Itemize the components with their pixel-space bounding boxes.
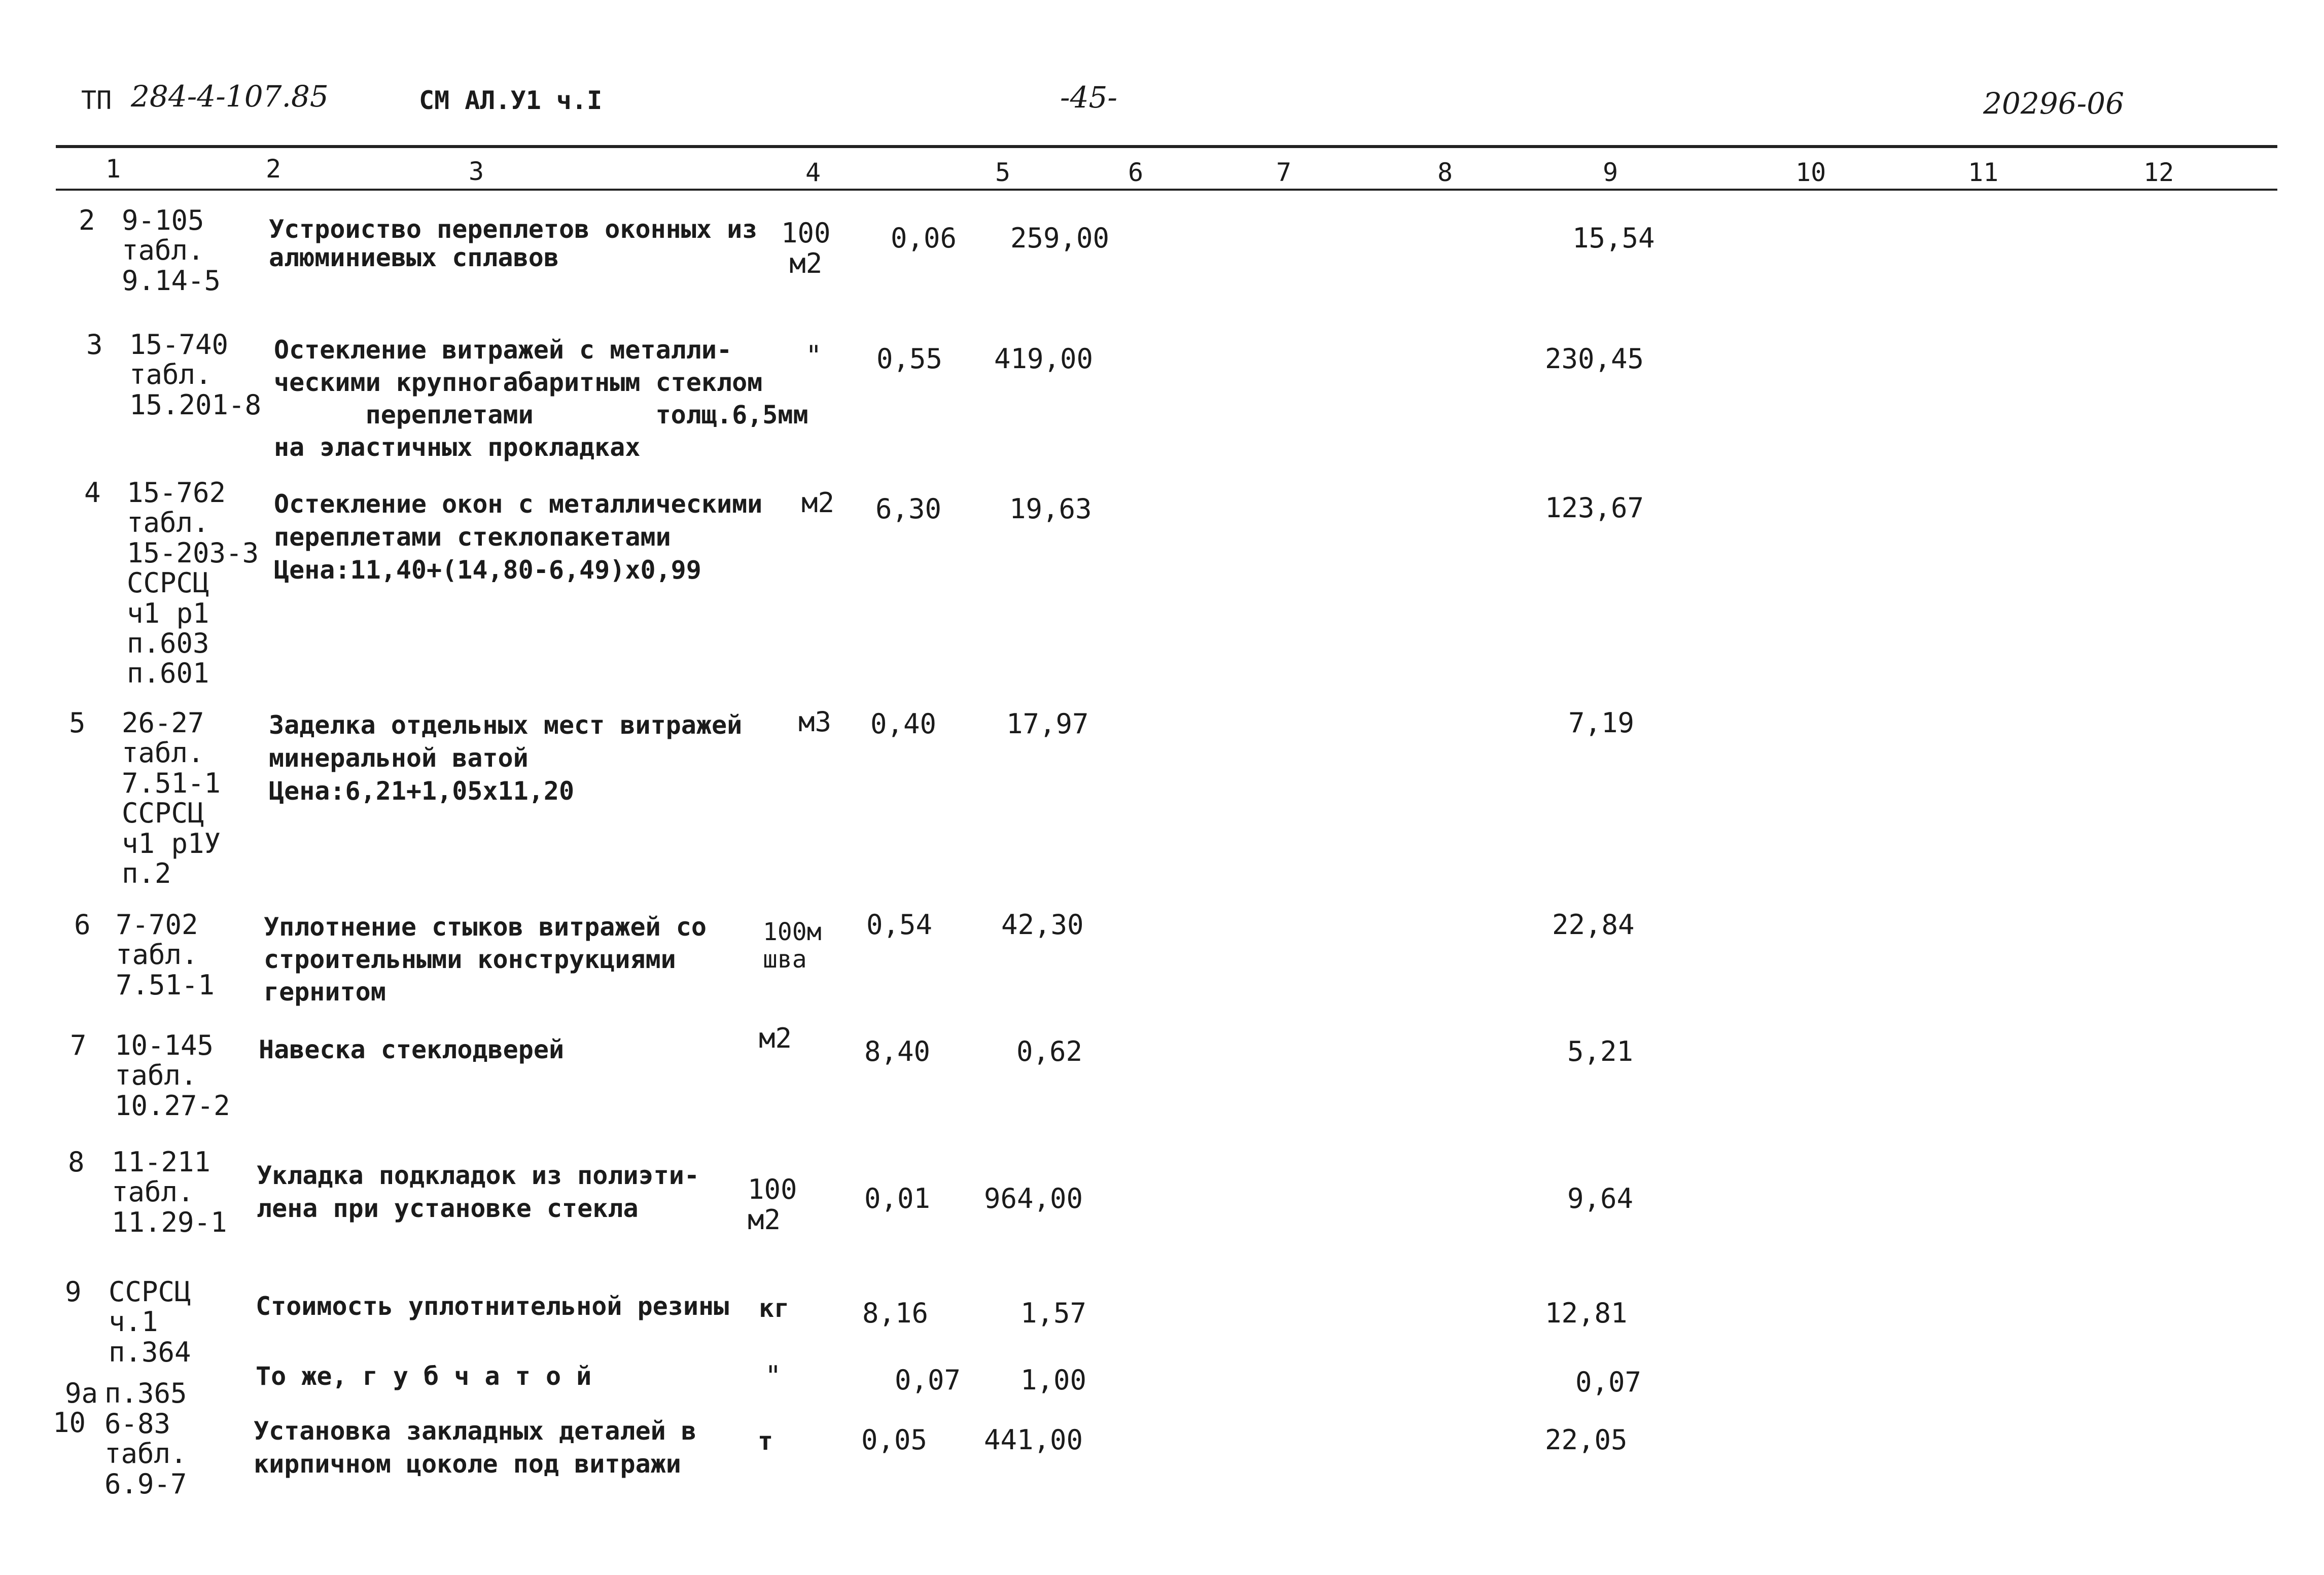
total-cost: 7,19	[1568, 707, 1635, 739]
column-number-11: 11	[1968, 158, 1999, 187]
document-code: 20296-06	[1983, 86, 2124, 121]
quantity: 0,40	[870, 708, 937, 740]
rate-code: 6-83 табл. 6.9-7	[104, 1408, 187, 1500]
rate-code: 15-740 табл. 15.201-8	[129, 329, 262, 421]
unit-price: 19,63	[1009, 493, 1092, 525]
rate-code: п.365	[104, 1377, 187, 1409]
unit: м2	[759, 1022, 792, 1054]
work-description: Укладка подкладок из полиэти- лена при установке стекла	[257, 1161, 699, 1223]
total-cost: 5,21	[1567, 1035, 1634, 1067]
quantity: 0,54	[866, 909, 933, 941]
total-cost: 15,54	[1572, 222, 1655, 254]
work-description: Остекление витражей с металли- ческими крупногабаритным стеклом переплетами толщ.6,5мм на эластичных прокладках	[274, 335, 808, 462]
unit-price: 419,00	[994, 343, 1094, 375]
row-number: 3	[86, 329, 103, 361]
rate-code: ССРСЦ ч.1 п.364	[109, 1276, 191, 1368]
column-number-9: 9	[1603, 158, 1618, 187]
unit-price: 964,00	[984, 1183, 1083, 1214]
column-number-6: 6	[1128, 158, 1144, 187]
quantity: 0,06	[891, 222, 957, 254]
quantity: 0,07	[895, 1364, 961, 1396]
total-cost: 9,64	[1567, 1183, 1634, 1214]
column-number-10: 10	[1795, 158, 1826, 187]
work-description: Установка закладных деталей в кирпичном цоколе под витражи	[254, 1416, 696, 1479]
unit-price: 17,97	[1006, 708, 1089, 740]
total-cost: 0,07	[1575, 1366, 1642, 1398]
row-number: 9	[65, 1276, 82, 1308]
unit: т	[758, 1426, 773, 1456]
row-number: 6	[74, 909, 91, 941]
page-number: -45-	[1060, 80, 1117, 115]
row-number: 10	[53, 1407, 86, 1439]
header-bottom-rule	[56, 189, 2277, 191]
quantity: 0,05	[861, 1424, 928, 1456]
work-description: Навеска стеклодверей	[259, 1035, 565, 1064]
row-number: 8	[68, 1146, 85, 1178]
section-code: СМ АЛ.У1 ч.I	[419, 86, 603, 115]
tp-label: ТП	[81, 86, 112, 115]
unit: 100 м2	[781, 217, 831, 280]
work-description: Стоимость уплотнительной резины	[256, 1292, 729, 1321]
unit-price: 0,62	[1016, 1035, 1083, 1067]
column-number-7: 7	[1276, 158, 1292, 187]
total-cost: 22,05	[1545, 1424, 1628, 1456]
rate-code: 7-702 табл. 7.51-1	[116, 909, 215, 1001]
rate-code: 11-211 табл. 11.29-1	[112, 1146, 227, 1238]
column-number-12: 12	[2143, 158, 2174, 187]
row-number: 4	[84, 477, 101, 509]
rate-code: 15-762 табл. 15-203-3 ССРСЦ ч1 р1 п.603 п.601	[127, 477, 259, 690]
total-cost: 230,45	[1545, 343, 1644, 375]
unit: м2	[801, 487, 835, 519]
total-cost: 123,67	[1545, 492, 1644, 524]
unit: "	[765, 1360, 782, 1392]
quantity: 8,16	[862, 1297, 929, 1329]
quantity: 0,55	[876, 343, 943, 375]
work-description: Уплотнение стыков витражей со строительными конструкциями гернитом	[264, 912, 707, 1007]
row-number: 9а	[65, 1377, 98, 1409]
column-number-1: 1	[105, 154, 121, 184]
unit: "	[805, 340, 822, 372]
unit: 100 м2	[748, 1173, 797, 1236]
quantity: 0,01	[864, 1183, 931, 1214]
unit: 100м шва	[763, 918, 822, 974]
total-cost: 22,84	[1552, 909, 1635, 941]
unit-price: 1,57	[1020, 1297, 1087, 1329]
row-number: 2	[79, 204, 95, 236]
unit-price: 441,00	[984, 1424, 1083, 1456]
total-cost: 12,81	[1545, 1297, 1628, 1329]
work-description: Заделка отдельных мест витражей минеральной ватой Цена:6,21+1,05х11,20	[269, 710, 743, 806]
row-number: 7	[70, 1029, 87, 1061]
column-number-8: 8	[1437, 158, 1453, 187]
unit-price: 259,00	[1010, 222, 1110, 254]
header-top-rule	[56, 145, 2277, 148]
quantity: 8,40	[864, 1035, 931, 1067]
unit: кг	[759, 1294, 790, 1323]
unit-price: 42,30	[1001, 909, 1084, 941]
rate-code: 9-105 табл. 9.14-5	[122, 204, 221, 297]
column-number-2: 2	[266, 154, 281, 184]
column-number-5: 5	[995, 158, 1011, 187]
unit: м3	[798, 706, 832, 738]
work-description: Остекление окон с металлическими переплетами стеклопакетами Цена:11,40+(14,80-6,49)х0,99	[274, 489, 763, 585]
column-number-3: 3	[469, 157, 484, 186]
work-description: Устроиство переплетов оконных из алюминиевых сплавов	[269, 214, 758, 272]
tp-number: 284-4-107.85	[131, 79, 329, 114]
row-number: 5	[69, 707, 86, 739]
rate-code: 26-27 табл. 7.51-1 ССРСЦ ч1 р1У п.2	[122, 707, 221, 889]
quantity: 6,30	[875, 493, 942, 525]
unit-price: 1,00	[1020, 1364, 1087, 1396]
work-description: То же, г у б ч а т о й	[256, 1362, 592, 1391]
rate-code: 10-145 табл. 10.27-2	[115, 1029, 230, 1122]
column-number-4: 4	[805, 158, 821, 187]
